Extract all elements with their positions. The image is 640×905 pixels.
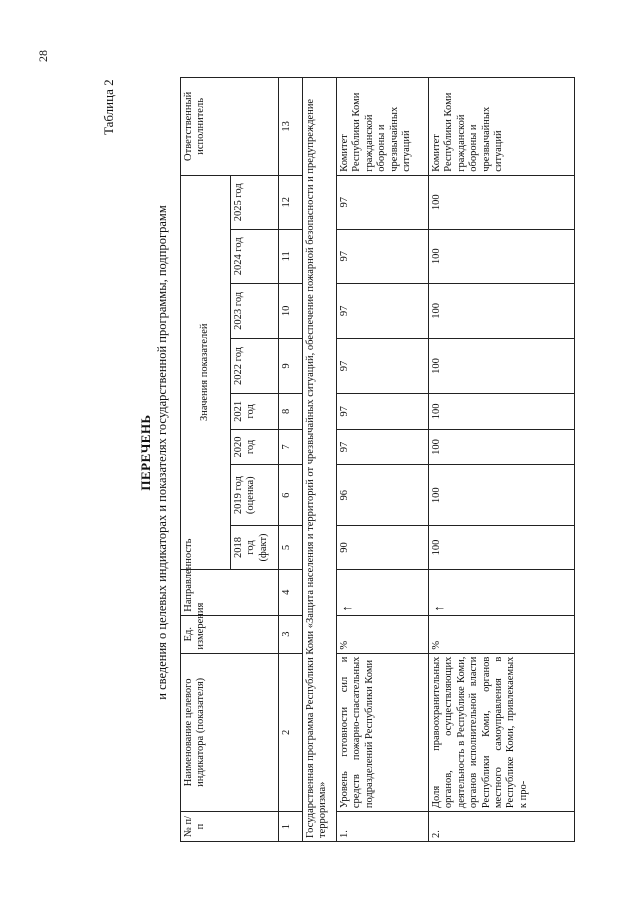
column-number: 7 bbox=[279, 429, 303, 465]
document-subtitle: и сведения о целевых индикаторах и показателях государственной программы, подпрограмм bbox=[155, 205, 169, 700]
row-value: 96 bbox=[337, 465, 429, 526]
header-year: 2022 год bbox=[231, 338, 279, 393]
header-year: 2018 год (факт) bbox=[231, 526, 279, 570]
row-responsible: Комитет Республики Коми гражданской обороны и чрезвычайных ситуаций bbox=[337, 78, 429, 176]
column-number: 13 bbox=[279, 78, 303, 176]
row-value: 97 bbox=[337, 338, 429, 393]
column-number: 1 bbox=[279, 812, 303, 842]
column-number: 12 bbox=[279, 175, 303, 229]
row-unit: % bbox=[337, 615, 429, 653]
column-number: 4 bbox=[279, 569, 303, 615]
row-value: 100 bbox=[429, 394, 575, 430]
row-num: 2. bbox=[429, 812, 575, 842]
header-name: Наименование целевого индикатора (показателя) bbox=[181, 653, 279, 812]
row-value: 100 bbox=[429, 429, 575, 465]
row-value: 100 bbox=[429, 526, 575, 570]
row-value: 97 bbox=[337, 229, 429, 283]
indicators-table bbox=[180, 77, 575, 842]
row-value: 97 bbox=[337, 283, 429, 338]
header-year: 2021 год bbox=[231, 394, 279, 430]
header-responsible: Ответственный исполнитель bbox=[181, 78, 279, 176]
document-title: ПЕРЕЧЕНЬ bbox=[138, 414, 153, 491]
header-year: 2020 год bbox=[231, 429, 279, 465]
row-value: 100 bbox=[429, 338, 575, 393]
row-unit: % bbox=[429, 615, 575, 653]
row-value: 97 bbox=[337, 394, 429, 430]
page-number: 28 bbox=[36, 50, 50, 62]
header-values-group: Значения показателей bbox=[181, 175, 231, 569]
row-direction: ↑ bbox=[337, 569, 429, 615]
table-label: Таблица 2 bbox=[101, 79, 116, 135]
header-year: 2019 год (оценка) bbox=[231, 465, 279, 526]
column-number: 9 bbox=[279, 338, 303, 393]
row-indicator-name: Доля правоохранительных органов, осуществляющих деятельность в Республике Коми, органов исполнительной власти Республики Коми, органов местного самоуправления в Республике Коми, привлекаемых к про- bbox=[429, 653, 575, 812]
header-direction: Направленность bbox=[181, 569, 279, 615]
program-title: Государственная программа Республики Коми «Защита населения и территорий от чрезвычайных ситуаций, обеспечение пожарной безопасности и предупреждение терроризма» bbox=[303, 78, 337, 842]
row-responsible: Комитет Республики Коми гражданской обороны и чрезвычайных ситуаций bbox=[429, 78, 575, 176]
row-value: 100 bbox=[429, 175, 575, 229]
row-value: 100 bbox=[429, 229, 575, 283]
row-value: 90 bbox=[337, 526, 429, 570]
row-indicator-name: Уровень готовности сил и средств пожарно-спасательных подразделений Республики Коми bbox=[337, 653, 429, 812]
header-num: № п/п bbox=[181, 812, 279, 842]
row-direction: ↑ bbox=[429, 569, 575, 615]
column-number: 11 bbox=[279, 229, 303, 283]
row-num: 1. bbox=[337, 812, 429, 842]
row-value: 97 bbox=[337, 429, 429, 465]
table-row bbox=[337, 78, 429, 842]
column-number: 6 bbox=[279, 465, 303, 526]
column-number-row bbox=[279, 78, 303, 842]
column-number: 2 bbox=[279, 653, 303, 812]
column-number: 10 bbox=[279, 283, 303, 338]
header-year: 2025 год bbox=[231, 175, 279, 229]
header-unit: Ед. измерения bbox=[181, 615, 279, 653]
column-number: 3 bbox=[279, 615, 303, 653]
program-title-row bbox=[303, 78, 337, 842]
header-year: 2023 год bbox=[231, 283, 279, 338]
header-row-1 bbox=[181, 78, 231, 842]
header-year: 2024 год bbox=[231, 229, 279, 283]
row-value: 100 bbox=[429, 283, 575, 338]
row-value: 97 bbox=[337, 175, 429, 229]
column-number: 5 bbox=[279, 526, 303, 570]
column-number: 8 bbox=[279, 394, 303, 430]
row-value: 100 bbox=[429, 465, 575, 526]
table-row bbox=[429, 78, 575, 842]
